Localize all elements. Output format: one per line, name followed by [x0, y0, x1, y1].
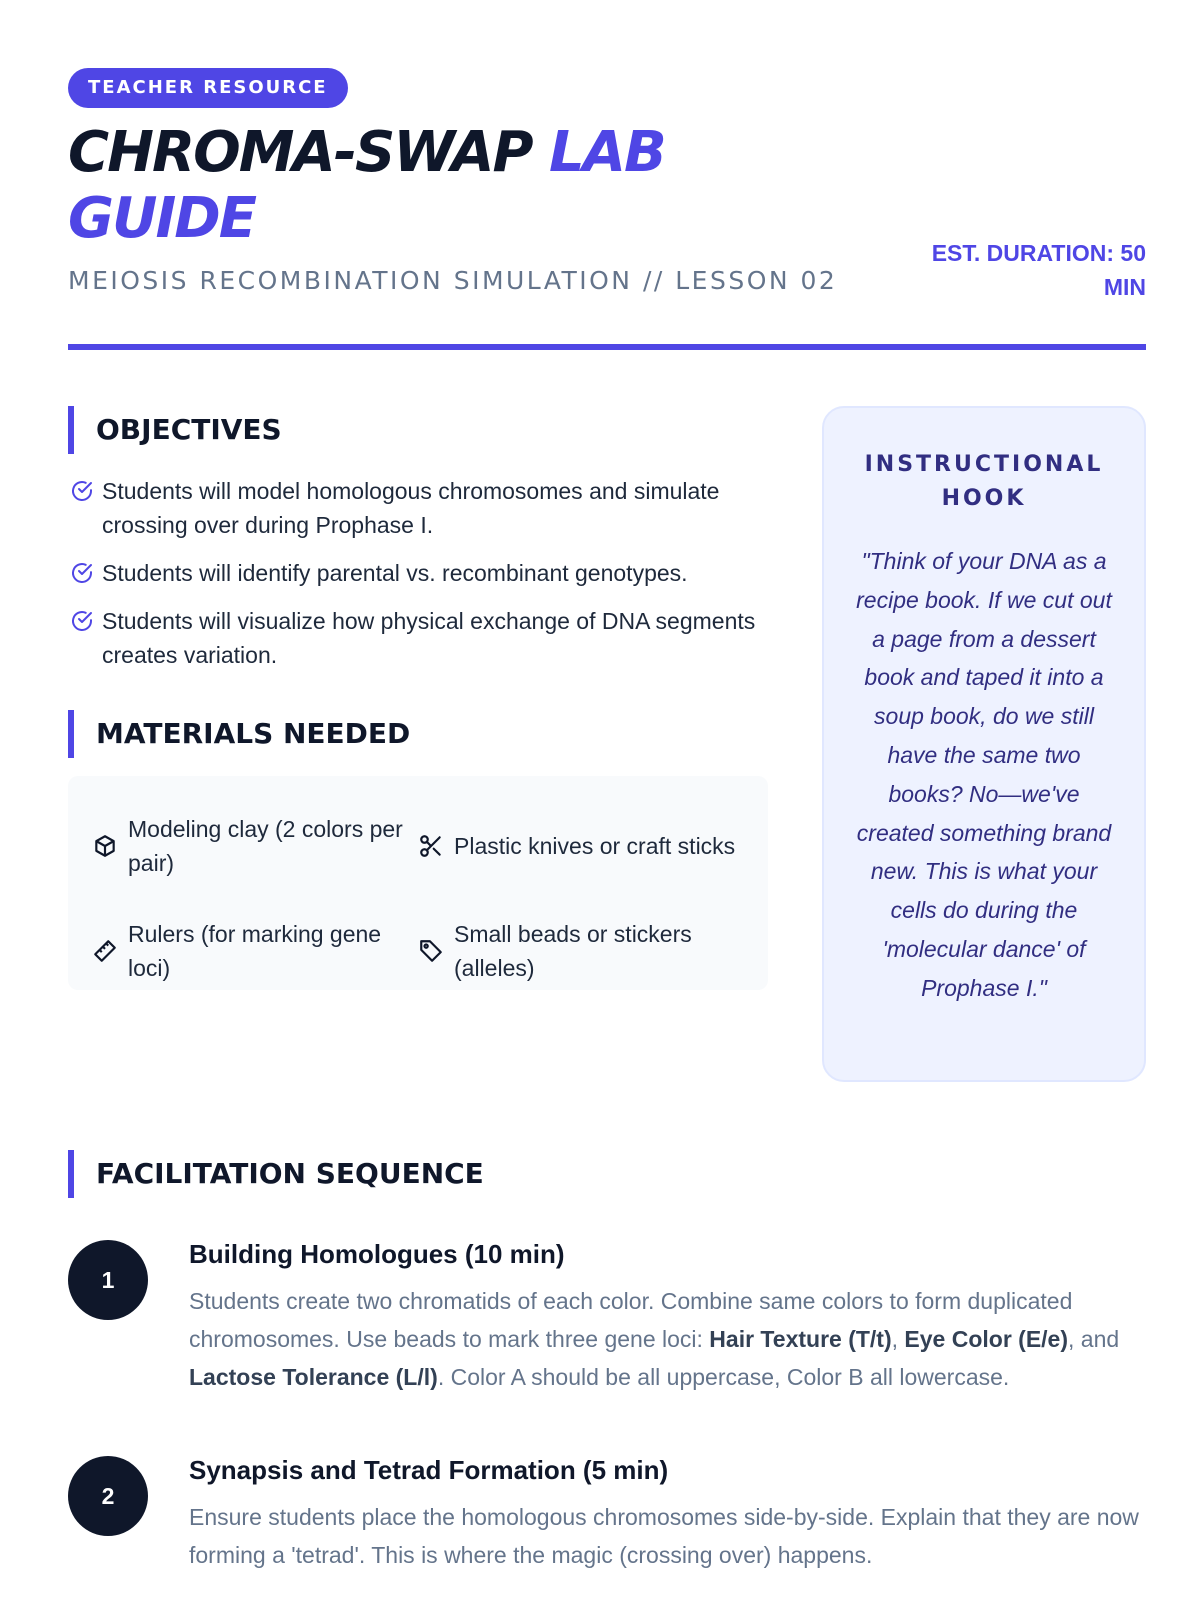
objective-text: Students will visualize how physical exchange of DNA segments creates variation. — [102, 608, 756, 668]
materials-panel — [68, 776, 768, 990]
objective-item — [68, 604, 768, 672]
check-circle-icon — [68, 609, 96, 633]
instructional-hook-card — [822, 406, 1146, 1082]
gene-hair-texture: Hair Texture (T/t) — [709, 1326, 892, 1352]
facilitation-heading: FACILITATION SEQUENCE — [68, 1150, 484, 1198]
tag-icon — [418, 938, 444, 964]
objectives-heading: OBJECTIVES — [68, 406, 282, 454]
objective-text: Students will model homologous chromosomes and simulate crossing over during Prophase I. — [102, 478, 720, 538]
materials-heading: MATERIALS NEEDED — [68, 710, 410, 758]
check-circle-icon — [68, 479, 96, 503]
material-label: Small beads or stickers (alleles) — [454, 920, 692, 981]
step-2 — [68, 1452, 1146, 1574]
title-accent: LAB GUIDE — [68, 120, 665, 251]
gene-eye-color: Eye Color (E/e) — [904, 1326, 1069, 1352]
step-text-segment: Students create two chromatids of each color. Combine same colors to form duplicated chromosomes. Use beads to mark three gene loci: — [189, 1288, 1073, 1352]
step-number: 1 — [68, 1240, 148, 1320]
objective-text: Students will identify parental vs. recombinant genotypes. — [102, 560, 688, 586]
header-divider — [68, 344, 1146, 350]
step-1 — [68, 1236, 1146, 1396]
hook-title: INSTRUCTIONAL HOOK — [864, 452, 1104, 511]
step-title: Synapsis and Tetrad Formation (5 min) — [189, 1455, 669, 1485]
objective-item — [68, 474, 768, 542]
material-label: Modeling clay (2 colors per pair) — [128, 815, 403, 876]
step-description: Ensure students place the homologous chromosomes side-by-side. Explain that they are now forming a 'tetrad'. This is where the magic (crossing over) happens. — [189, 1504, 1139, 1568]
teacher-resource-badge: TEACHER RESOURCE — [68, 68, 348, 108]
step-number: 2 — [68, 1456, 148, 1536]
objective-item — [68, 556, 768, 590]
material-item — [418, 911, 744, 990]
box-icon — [92, 833, 118, 859]
gene-lactose-tolerance: Lactose Tolerance (L/l) — [189, 1364, 438, 1390]
ruler-icon — [92, 938, 118, 964]
material-item — [92, 911, 418, 990]
lesson-subtitle: MEIOSIS RECOMBINATION SIMULATION // LESSON 02 — [68, 266, 838, 295]
title-main: CHROMA-SWAP — [68, 120, 549, 185]
material-item — [92, 806, 418, 885]
step-title: Building Homologues (10 min) — [189, 1239, 565, 1269]
check-circle-icon — [68, 561, 96, 585]
page-title — [68, 120, 788, 252]
step-text-segment: , — [891, 1326, 905, 1352]
step-description — [189, 1282, 1146, 1396]
step-text-segment: , and — [1068, 1326, 1120, 1352]
objectives-list — [68, 474, 768, 686]
duration-label: EST. DURATION: 50 MIN — [931, 240, 1146, 300]
material-label: Rulers (for marking gene loci) — [128, 920, 382, 981]
hook-quote: "Think of your DNA as a recipe book. If we cut out a page from a dessert book and taped it into a soup book, do we still have the same two books? No—we've created something brand new. This is what your cells do during the 'molecular dance' of Prophase I." — [856, 548, 1112, 1001]
material-item — [418, 806, 744, 885]
scissors-icon — [418, 833, 444, 859]
material-label: Plastic knives or craft sticks — [454, 832, 736, 859]
step-text-segment: . Color A should be all uppercase, Color B all lowercase. — [437, 1364, 1010, 1390]
